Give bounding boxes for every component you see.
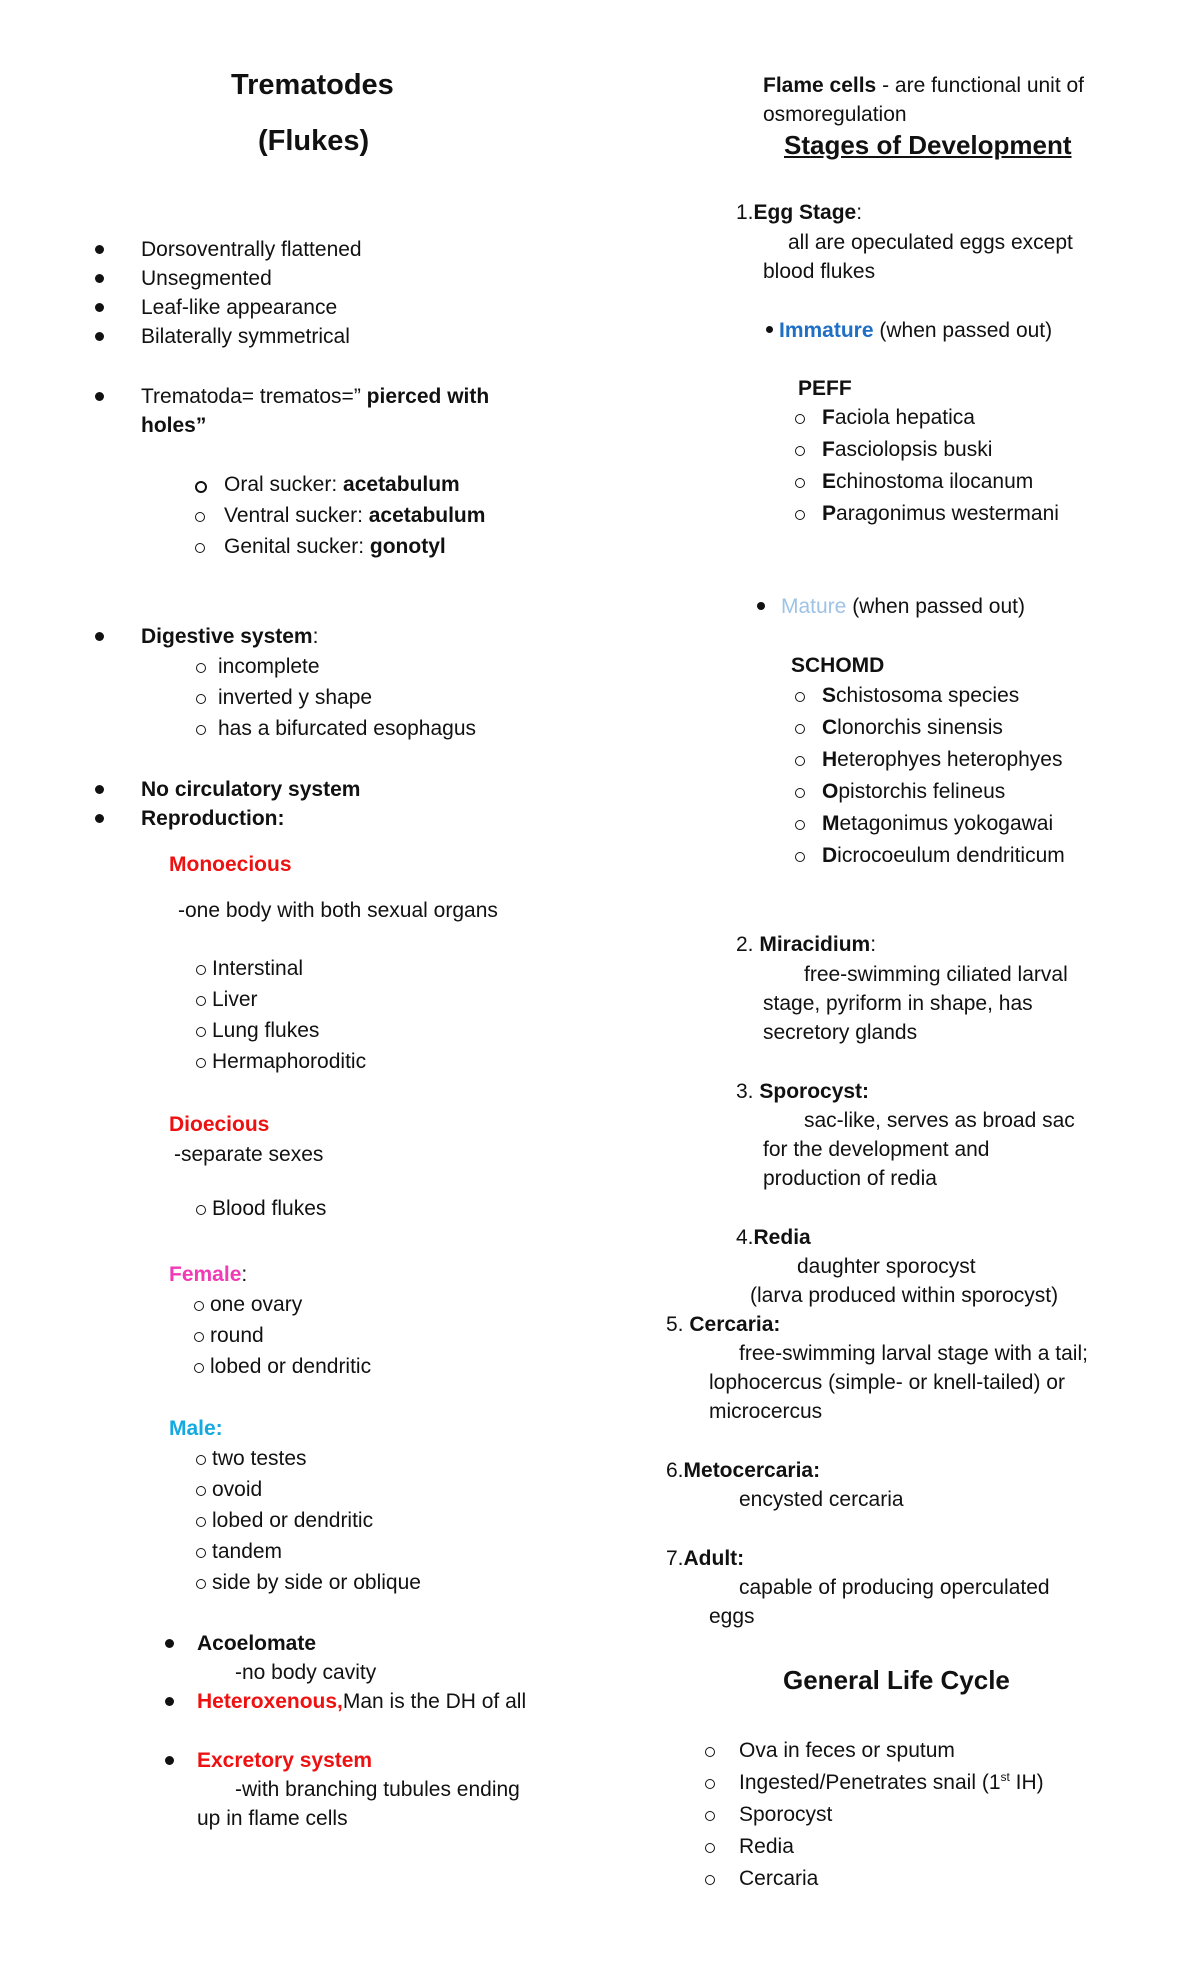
male-item: tandem xyxy=(212,1540,283,1563)
sub-bullet-icon xyxy=(196,1486,206,1496)
metocercaria-desc-1: encysted cercaria xyxy=(739,1488,904,1511)
sub-bullet-icon xyxy=(196,1548,206,1558)
flame-cells-line-1: Flame cells - are functional unit of xyxy=(763,74,1085,97)
egg-stage-desc-2: blood flukes xyxy=(763,260,876,283)
bullet-icon xyxy=(95,392,104,401)
digestive-heading: Digestive system: xyxy=(141,625,319,648)
miracidium-desc-2: stage, pyriform in shape, has xyxy=(763,992,1033,1015)
bullet-icon xyxy=(95,632,104,641)
life-cycle-heading: General Life Cycle xyxy=(783,1665,1010,1695)
flame-cells-line-2: osmoregulation xyxy=(763,103,907,126)
redia-heading: 4.Redia xyxy=(736,1226,811,1249)
sub-bullet-icon xyxy=(194,1301,204,1311)
bullet-icon xyxy=(95,785,104,794)
sucker-item: Genital sucker: gonotyl xyxy=(224,535,446,558)
egg-stage-heading: 1.Egg Stage: xyxy=(736,201,863,224)
etymology-line-1: Trematoda= trematos=” pierced with xyxy=(141,385,490,408)
circulatory-item: No circulatory system xyxy=(141,778,361,801)
miracidium-desc-3: secretory glands xyxy=(763,1021,918,1044)
schomd-item: Metagonimus yokogawai xyxy=(822,812,1054,835)
sucker-item: Ventral sucker: acetabulum xyxy=(224,504,486,527)
bullet-icon xyxy=(95,245,104,254)
sub-bullet-icon xyxy=(795,788,805,798)
dioecious-desc: -separate sexes xyxy=(174,1143,324,1166)
peff-label: PEFF xyxy=(798,377,852,400)
male-item: lobed or dendritic xyxy=(212,1509,374,1532)
monoecious-item: Hermaphoroditic xyxy=(212,1050,367,1073)
digestive-item: inverted y shape xyxy=(218,686,373,709)
sub-bullet-icon xyxy=(795,510,805,520)
peff-item: Fasciolopsis buski xyxy=(822,438,993,461)
bullet-icon xyxy=(165,1756,174,1765)
life-cycle-item: Sporocyst xyxy=(739,1803,833,1826)
bullet-icon xyxy=(766,326,773,333)
metocercaria-heading: 6.Metocercaria: xyxy=(666,1459,821,1482)
sucker-item: Oral sucker: acetabulum xyxy=(224,473,460,496)
sub-bullet-icon xyxy=(705,1875,715,1885)
sub-bullet-icon xyxy=(196,1579,206,1589)
sub-bullet-icon xyxy=(795,852,805,862)
feature-item: Leaf-like appearance xyxy=(141,296,338,319)
redia-desc-1: daughter sporocyst xyxy=(797,1255,976,1278)
bullet-icon xyxy=(95,814,104,823)
sporocyst-desc-2: for the development and xyxy=(763,1138,990,1161)
stages-heading: Stages of Development xyxy=(784,130,1072,160)
male-heading: Male: xyxy=(169,1417,223,1440)
digestive-item: has a bifurcated esophagus xyxy=(218,717,477,740)
female-heading: Female: xyxy=(169,1263,248,1286)
sub-bullet-icon xyxy=(195,543,205,553)
acoelomate-label: Acoelomate xyxy=(197,1632,317,1655)
bullet-icon xyxy=(165,1697,174,1706)
peff-item: Echinostoma ilocanum xyxy=(822,470,1034,493)
sub-bullet-icon xyxy=(705,1747,715,1757)
sub-bullet-icon xyxy=(195,481,207,493)
female-item: round xyxy=(210,1324,264,1347)
sub-bullet-icon xyxy=(705,1779,715,1789)
sub-bullet-icon xyxy=(194,1363,204,1373)
immature-item: Immature (when passed out) xyxy=(779,319,1053,342)
page-title: Trematodes xyxy=(231,69,394,101)
sub-bullet-icon xyxy=(196,663,206,673)
dioecious-item: Blood flukes xyxy=(212,1197,327,1220)
schomd-item: Clonorchis sinensis xyxy=(822,716,1003,739)
sub-bullet-icon xyxy=(196,965,206,975)
life-cycle-item: Redia xyxy=(739,1835,794,1858)
dioecious-label: Dioecious xyxy=(169,1113,270,1136)
heteroxenous-item: Heteroxenous,Man is the DH of all xyxy=(197,1690,527,1713)
excretory-desc-1: -with branching tubules ending xyxy=(235,1778,520,1801)
schomd-item: Dicrocoeulum dendriticum xyxy=(822,844,1065,867)
sub-bullet-icon xyxy=(196,694,206,704)
monoecious-label: Monoecious xyxy=(169,853,292,876)
bullet-icon xyxy=(165,1639,174,1648)
sub-bullet-icon xyxy=(795,724,805,734)
monoecious-item: Liver xyxy=(212,988,258,1011)
peff-item: Paragonimus westermani xyxy=(822,502,1059,525)
sporocyst-desc-3: production of redia xyxy=(763,1167,937,1190)
sub-bullet-icon xyxy=(705,1843,715,1853)
male-item: side by side or oblique xyxy=(212,1571,421,1594)
sub-bullet-icon xyxy=(795,756,805,766)
sub-bullet-icon xyxy=(795,414,805,424)
sporocyst-heading: 3. Sporocyst: xyxy=(736,1080,870,1103)
monoecious-item: Lung flukes xyxy=(212,1019,320,1042)
cercaria-desc-3: microcercus xyxy=(709,1400,823,1423)
bullet-icon xyxy=(95,274,104,283)
bullet-icon xyxy=(95,303,104,312)
sub-bullet-icon xyxy=(196,1058,206,1068)
cercaria-desc-2: lophocercus (simple- or knell-tailed) or xyxy=(709,1371,1065,1394)
sporocyst-desc-1: sac-like, serves as broad sac xyxy=(804,1109,1075,1132)
monoecious-item: Interstinal xyxy=(212,957,304,980)
cercaria-desc-1: free-swimming larval stage with a tail; xyxy=(739,1342,1088,1365)
page-subtitle: (Flukes) xyxy=(258,125,370,157)
bullet-icon xyxy=(757,602,765,610)
sub-bullet-icon xyxy=(795,692,805,702)
life-cycle-item: Cercaria xyxy=(739,1867,819,1890)
sub-bullet-icon xyxy=(196,1517,206,1527)
etymology-line-2: holes” xyxy=(141,414,207,437)
bullet-icon xyxy=(95,332,104,341)
schomd-item: Heterophyes heterophyes xyxy=(822,748,1063,771)
schomd-label: SCHOMD xyxy=(791,654,885,677)
feature-item: Bilaterally symmetrical xyxy=(141,325,350,348)
female-item: lobed or dendritic xyxy=(210,1355,372,1378)
female-item: one ovary xyxy=(210,1293,303,1316)
life-cycle-item: Ova in feces or sputum xyxy=(739,1739,955,1762)
peff-item: Faciola hepatica xyxy=(822,406,975,429)
egg-stage-desc-1: all are opeculated eggs except xyxy=(788,231,1073,254)
monoecious-desc: -one body with both sexual organs xyxy=(178,899,498,922)
acoelomate-desc: -no body cavity xyxy=(235,1661,377,1684)
digestive-item: incomplete xyxy=(218,655,320,678)
mature-item: Mature (when passed out) xyxy=(781,595,1025,618)
excretory-label: Excretory system xyxy=(197,1749,373,1772)
miracidium-desc-1: free-swimming ciliated larval xyxy=(804,963,1068,986)
schomd-item: Opistorchis felineus xyxy=(822,780,1006,803)
sub-bullet-icon xyxy=(196,1027,206,1037)
redia-desc-2: (larva produced within sporocyst) xyxy=(750,1284,1059,1307)
sub-bullet-icon xyxy=(194,1332,204,1342)
sub-bullet-icon xyxy=(196,1205,206,1215)
adult-heading: 7.Adult: xyxy=(666,1547,745,1570)
sub-bullet-icon xyxy=(196,1455,206,1465)
feature-item: Unsegmented xyxy=(141,267,272,290)
sub-bullet-icon xyxy=(705,1811,715,1821)
adult-desc-2: eggs xyxy=(709,1605,755,1628)
sub-bullet-icon xyxy=(795,478,805,488)
excretory-desc-2: up in flame cells xyxy=(197,1807,348,1830)
miracidium-heading: 2. Miracidium: xyxy=(736,933,877,956)
feature-item: Dorsoventrally flattened xyxy=(141,238,362,261)
male-item: two testes xyxy=(212,1447,307,1470)
adult-desc-1: capable of producing operculated xyxy=(739,1576,1050,1599)
sub-bullet-icon xyxy=(196,996,206,1006)
sub-bullet-icon xyxy=(195,512,205,522)
cercaria-heading: 5. Cercaria: xyxy=(666,1313,781,1336)
sub-bullet-icon xyxy=(795,820,805,830)
schomd-item: Schistosoma species xyxy=(822,684,1020,707)
reproduction-heading: Reproduction: xyxy=(141,807,285,830)
life-cycle-item: Ingested/Penetrates snail (1st IH) xyxy=(739,1770,1044,1794)
male-item: ovoid xyxy=(212,1478,263,1501)
sub-bullet-icon xyxy=(196,725,206,735)
sub-bullet-icon xyxy=(795,446,805,456)
